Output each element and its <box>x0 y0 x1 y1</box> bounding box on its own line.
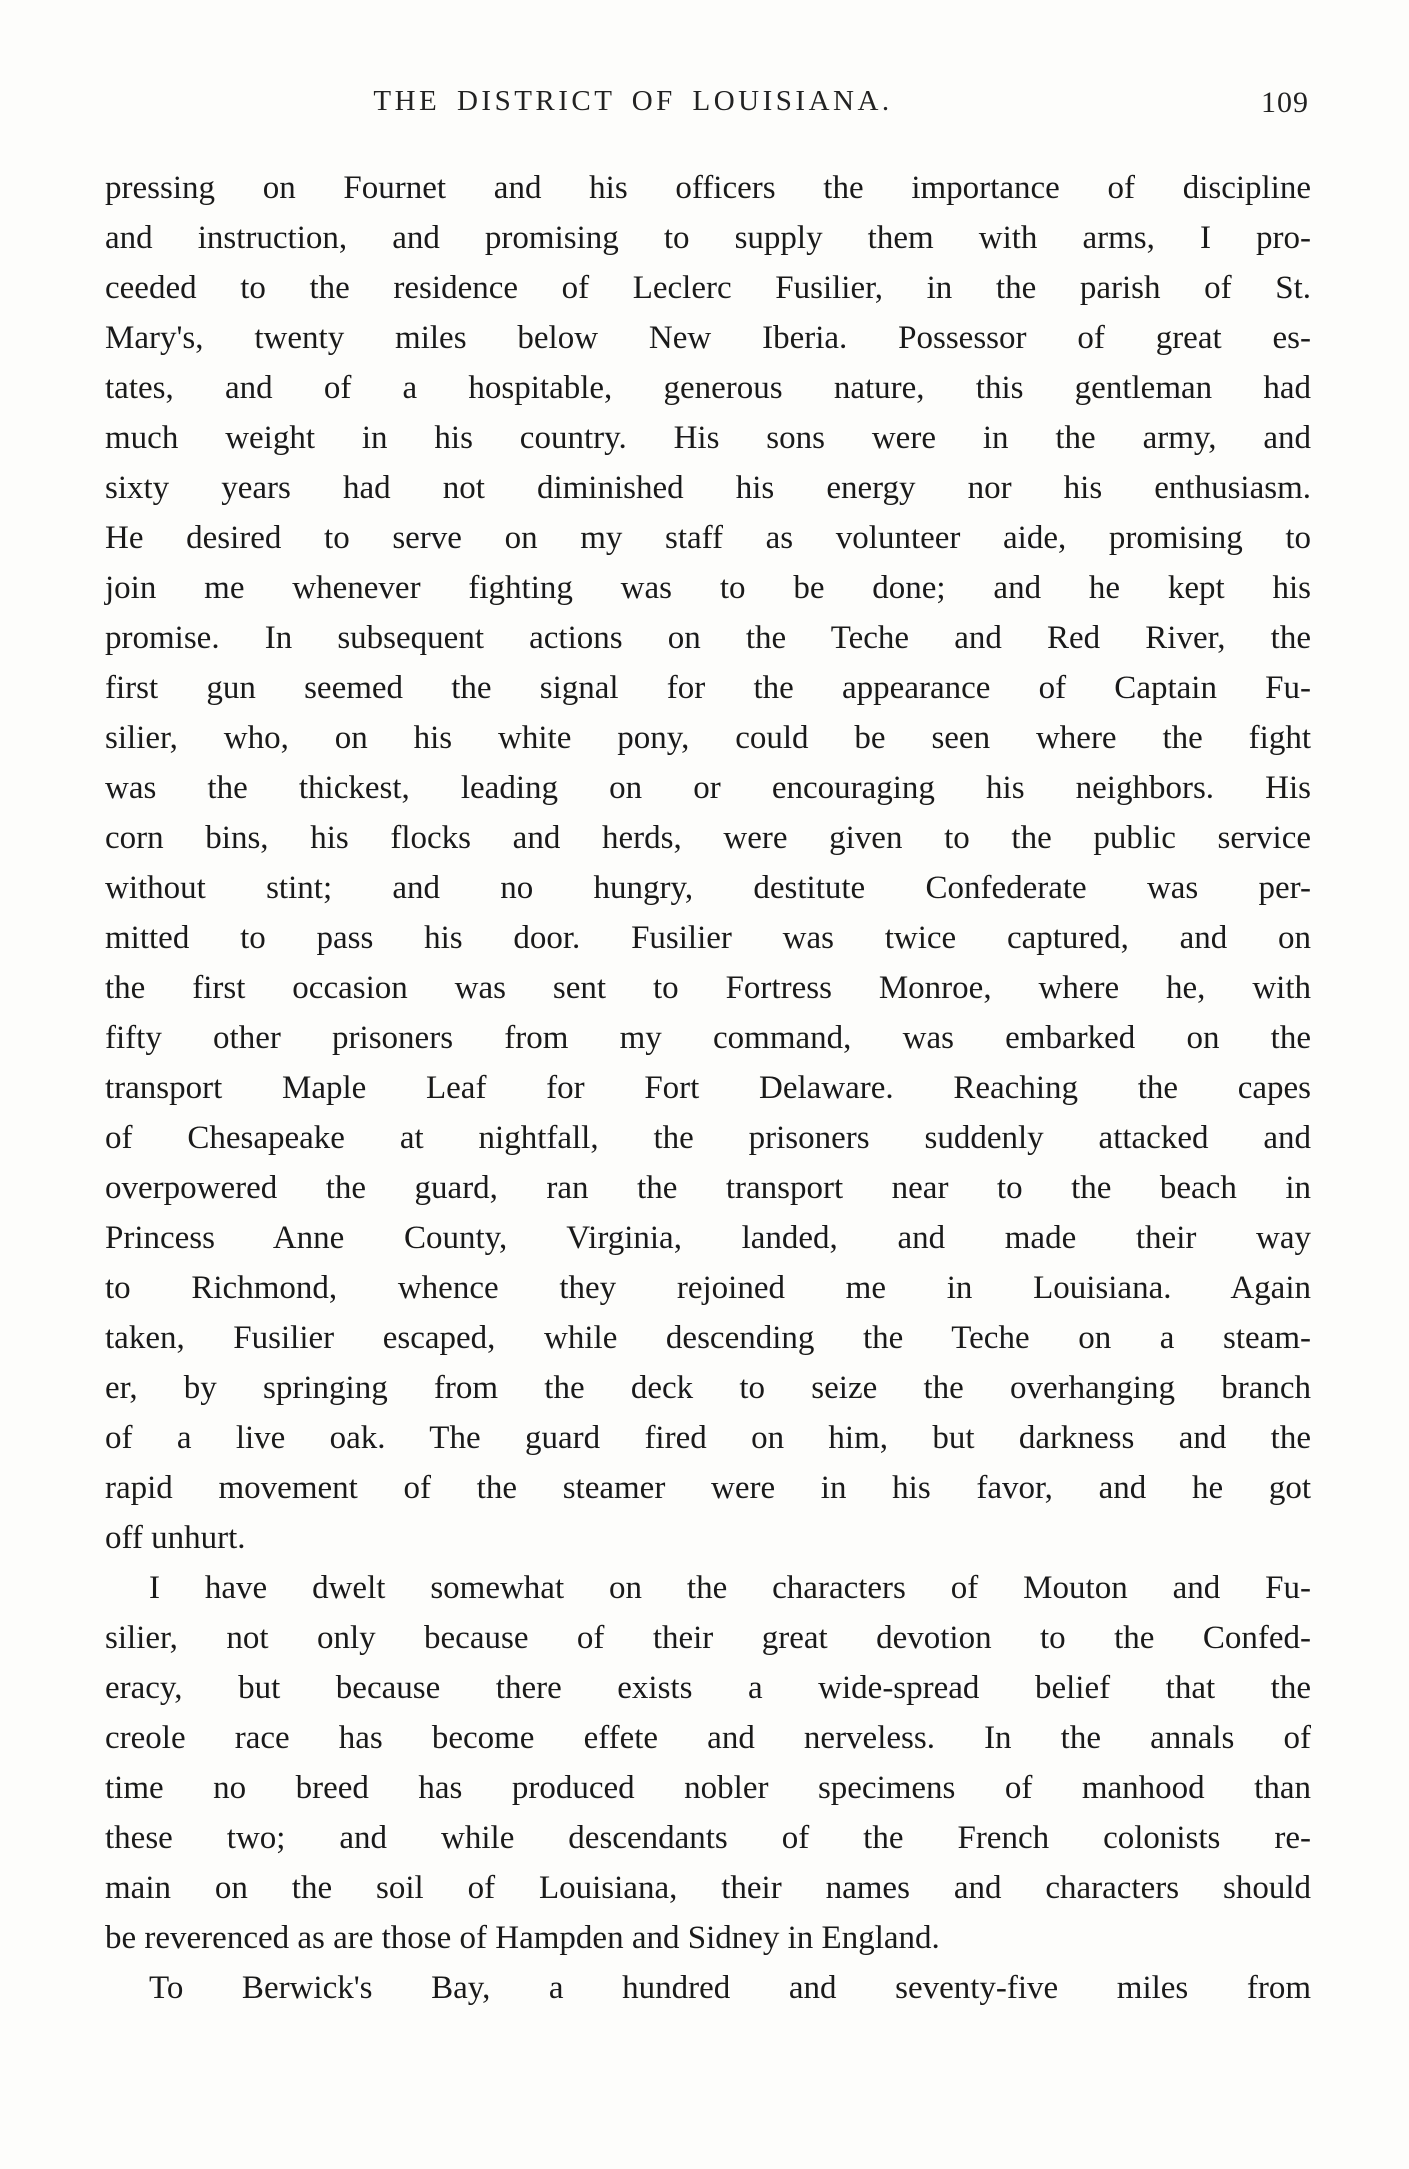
text-line: silier, who, on his white pony, could be seen where the fight <box>105 720 1311 756</box>
text-line: main on the soil of Louisiana, their names and characters should <box>105 1870 1311 1906</box>
text-line: off unhurt. <box>105 1520 246 1556</box>
text-line: Mary's, twenty miles below New Iberia. Possessor of great es- <box>105 320 1311 356</box>
text-line: and instruction, and promising to supply them with arms, I pro- <box>105 220 1311 256</box>
text-line: creole race has become effete and nerveless. In the annals of <box>105 1720 1311 1756</box>
text-line: I have dwelt somewhat on the characters of Mouton and Fu- <box>149 1570 1311 1606</box>
paragraph <box>105 1563 1311 1963</box>
text-line: fifty other prisoners from my command, was embarked on the <box>105 1020 1311 1056</box>
text-line: was the thickest, leading on or encouraging his neighbors. His <box>105 770 1311 806</box>
text-line: er, by springing from the deck to seize the overhanging branch <box>105 1370 1311 1406</box>
text-line: rapid movement of the steamer were in his favor, and he got <box>105 1470 1311 1506</box>
text-line: of Chesapeake at nightfall, the prisoners suddenly attacked and <box>105 1120 1311 1156</box>
text-line: To Berwick's Bay, a hundred and seventy-five miles from <box>149 1970 1311 2006</box>
page-number: 109 <box>1261 86 1309 119</box>
running-title: THE DISTRICT OF LOUISIANA. <box>373 85 893 117</box>
text-line: Princess Anne County, Virginia, landed, and made their way <box>105 1220 1311 1256</box>
text-line: of a live oak. The guard fired on him, but darkness and the <box>105 1420 1311 1456</box>
page-content <box>105 85 1311 2013</box>
text-line: the first occasion was sent to Fortress Monroe, where he, with <box>105 970 1311 1006</box>
text-line: pressing on Fournet and his officers the importance of discipline <box>105 170 1311 206</box>
text-line: silier, not only because of their great devotion to the Confed- <box>105 1620 1311 1656</box>
text-line: first gun seemed the signal for the appearance of Captain Fu- <box>105 670 1311 706</box>
text-line: join me whenever fighting was to be done; and he kept his <box>105 570 1311 606</box>
page-header <box>105 85 1311 125</box>
text-line: time no breed has produced nobler specimens of manhood than <box>105 1770 1311 1806</box>
text-line: be reverenced as are those of Hampden and Sidney in England. <box>105 1920 940 1956</box>
text-block <box>105 163 1311 2013</box>
text-line: these two; and while descendants of the French colonists re- <box>105 1820 1311 1856</box>
text-line: without stint; and no hungry, destitute Confederate was per- <box>105 870 1311 906</box>
paragraph <box>105 163 1311 1563</box>
text-line: He desired to serve on my staff as volunteer aide, promising to <box>105 520 1311 556</box>
text-line: taken, Fusilier escaped, while descending the Teche on a steam- <box>105 1320 1311 1356</box>
text-line: tates, and of a hospitable, generous nature, this gentleman had <box>105 370 1311 406</box>
text-line: sixty years had not diminished his energy nor his enthusiasm. <box>105 470 1311 506</box>
text-line: transport Maple Leaf for Fort Delaware. Reaching the capes <box>105 1070 1311 1106</box>
text-line: mitted to pass his door. Fusilier was twice captured, and on <box>105 920 1311 956</box>
text-line: eracy, but because there exists a wide-spread belief that the <box>105 1670 1311 1706</box>
text-line: overpowered the guard, ran the transport near to the beach in <box>105 1170 1311 1206</box>
text-line: corn bins, his flocks and herds, were given to the public service <box>105 820 1311 856</box>
paragraph <box>105 1963 1311 2013</box>
text-line: much weight in his country. His sons were in the army, and <box>105 420 1311 456</box>
text-line: promise. In subsequent actions on the Teche and Red River, the <box>105 620 1311 656</box>
text-line: to Richmond, whence they rejoined me in Louisiana. Again <box>105 1270 1311 1306</box>
text-line: ceeded to the residence of Leclerc Fusilier, in the parish of St. <box>105 270 1311 306</box>
